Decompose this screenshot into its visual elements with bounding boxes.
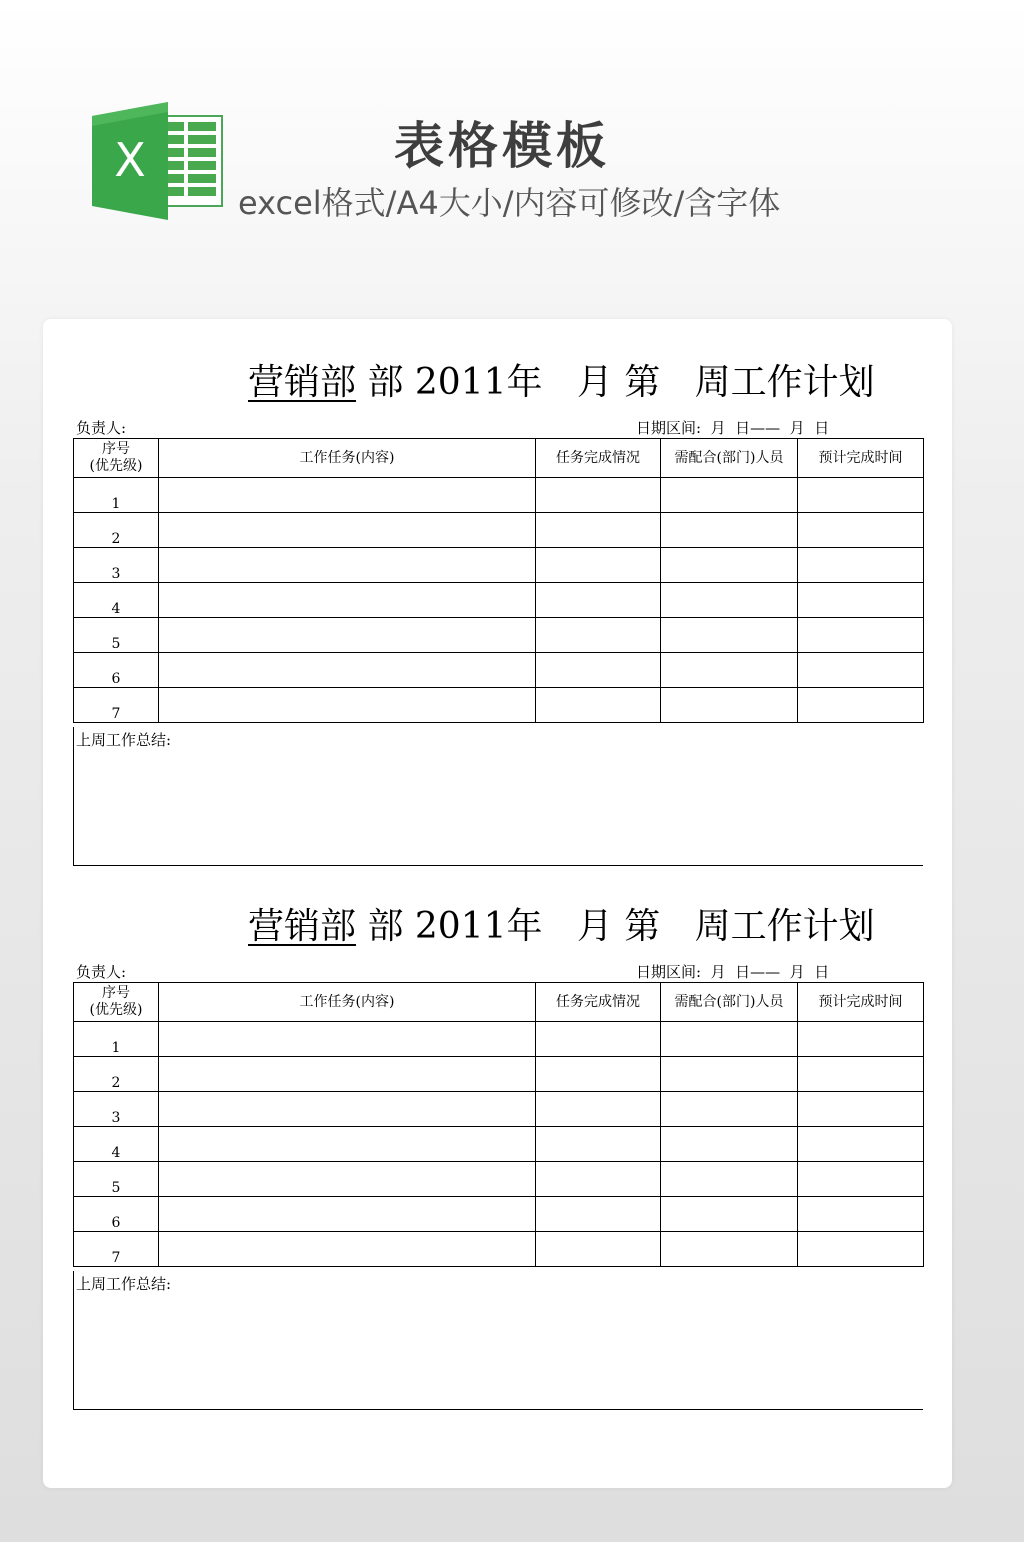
task-cell[interactable] <box>159 548 536 583</box>
coop-cell[interactable] <box>661 1232 798 1267</box>
status-cell[interactable] <box>536 1162 661 1197</box>
status-cell[interactable] <box>536 1057 661 1092</box>
eta-cell[interactable] <box>798 1232 924 1267</box>
task-cell[interactable] <box>159 1092 536 1127</box>
row-number: 5 <box>74 618 159 653</box>
column-header-eta: 预计完成时间 <box>798 439 924 478</box>
eta-cell[interactable] <box>798 513 924 548</box>
eta-cell[interactable] <box>798 688 924 723</box>
coop-cell[interactable] <box>661 653 798 688</box>
weekly-plan-sheet-2 <box>0 864 1024 1394</box>
template-subtitle: excel格式/A4大小/内容可修改/含字体 <box>238 184 781 222</box>
sheet-title <box>248 354 875 405</box>
coop-cell[interactable] <box>661 583 798 618</box>
eta-cell[interactable] <box>798 1127 924 1162</box>
status-cell[interactable] <box>536 1127 661 1162</box>
status-cell[interactable] <box>536 583 661 618</box>
table-header-row <box>74 439 924 478</box>
title-rest: 部 2011年 月 第 周工作计划 <box>356 906 875 947</box>
coop-cell[interactable] <box>661 1092 798 1127</box>
coop-cell[interactable] <box>661 1197 798 1232</box>
coop-cell[interactable] <box>661 618 798 653</box>
row-number: 1 <box>74 1022 159 1057</box>
owner-label: 负责人: <box>76 419 127 437</box>
eta-cell[interactable] <box>798 1057 924 1092</box>
department-name: 营销部 <box>248 362 357 403</box>
status-cell[interactable] <box>536 1232 661 1267</box>
eta-cell[interactable] <box>798 548 924 583</box>
task-cell[interactable] <box>159 1232 536 1267</box>
status-cell[interactable] <box>536 618 661 653</box>
title-rest: 部 2011年 月 第 周工作计划 <box>356 362 875 403</box>
row-number: 6 <box>74 653 159 688</box>
table-row <box>74 618 924 653</box>
task-cell[interactable] <box>159 1127 536 1162</box>
coop-cell[interactable] <box>661 478 798 513</box>
table-row <box>74 513 924 548</box>
task-cell[interactable] <box>159 478 536 513</box>
eta-cell[interactable] <box>798 1197 924 1232</box>
table-row <box>74 688 924 723</box>
date-range-label: 日期区间: 月 日—— 月 日 <box>636 963 830 981</box>
task-table <box>73 438 924 723</box>
row-number: 6 <box>74 1197 159 1232</box>
template-title: 表格模板 <box>394 117 610 175</box>
column-header-seq: 序号 (优先级) <box>74 983 159 1022</box>
column-header-eta: 预计完成时间 <box>798 983 924 1022</box>
table-row <box>74 653 924 688</box>
status-cell[interactable] <box>536 478 661 513</box>
row-number: 2 <box>74 513 159 548</box>
status-cell[interactable] <box>536 1197 661 1232</box>
row-number: 4 <box>74 1127 159 1162</box>
eta-cell[interactable] <box>798 583 924 618</box>
column-header-task: 工作任务(内容) <box>159 439 536 478</box>
column-header-coop: 需配合(部门)人员 <box>661 983 798 1022</box>
row-number: 3 <box>74 548 159 583</box>
eta-cell[interactable] <box>798 1162 924 1197</box>
column-header-status: 任务完成情况 <box>536 983 661 1022</box>
task-cell[interactable] <box>159 618 536 653</box>
status-cell[interactable] <box>536 653 661 688</box>
task-table <box>73 982 924 1267</box>
table-row <box>74 1232 924 1267</box>
column-header-status: 任务完成情况 <box>536 439 661 478</box>
coop-cell[interactable] <box>661 548 798 583</box>
table-row <box>74 1092 924 1127</box>
task-cell[interactable] <box>159 1162 536 1197</box>
column-header-seq: 序号 (优先级) <box>74 439 159 478</box>
coop-cell[interactable] <box>661 1162 798 1197</box>
row-number: 3 <box>74 1092 159 1127</box>
status-cell[interactable] <box>536 513 661 548</box>
task-cell[interactable] <box>159 583 536 618</box>
coop-cell[interactable] <box>661 1022 798 1057</box>
excel-icon <box>90 102 224 220</box>
task-cell[interactable] <box>159 1197 536 1232</box>
row-number: 7 <box>74 1232 159 1267</box>
eta-cell[interactable] <box>798 478 924 513</box>
table-row <box>74 1162 924 1197</box>
date-range-label: 日期区间: 月 日—— 月 日 <box>636 419 830 437</box>
weekly-plan-sheet-1 <box>0 320 1024 850</box>
summary-label: 上周工作总结: <box>76 1275 172 1293</box>
table-row <box>74 1197 924 1232</box>
summary-box[interactable] <box>73 727 923 866</box>
summary-box[interactable] <box>73 1271 923 1410</box>
task-cell[interactable] <box>159 513 536 548</box>
status-cell[interactable] <box>536 548 661 583</box>
coop-cell[interactable] <box>661 513 798 548</box>
owner-label: 负责人: <box>76 963 127 981</box>
row-number: 5 <box>74 1162 159 1197</box>
row-number: 7 <box>74 688 159 723</box>
column-header-task: 工作任务(内容) <box>159 983 536 1022</box>
table-row <box>74 1022 924 1057</box>
status-cell[interactable] <box>536 688 661 723</box>
summary-label: 上周工作总结: <box>76 731 172 749</box>
table-row <box>74 1057 924 1092</box>
coop-cell[interactable] <box>661 1127 798 1162</box>
sheet-title <box>248 898 875 949</box>
table-row <box>74 1127 924 1162</box>
task-cell[interactable] <box>159 688 536 723</box>
table-row <box>74 478 924 513</box>
table-row <box>74 548 924 583</box>
template-header <box>0 0 1024 300</box>
row-number: 1 <box>74 478 159 513</box>
department-name: 营销部 <box>248 906 357 947</box>
eta-cell[interactable] <box>798 1092 924 1127</box>
table-row <box>74 583 924 618</box>
task-cell[interactable] <box>159 1022 536 1057</box>
table-header-row <box>74 983 924 1022</box>
task-cell[interactable] <box>159 1057 536 1092</box>
row-number: 4 <box>74 583 159 618</box>
eta-cell[interactable] <box>798 1022 924 1057</box>
excel-logo-letter: X <box>114 133 146 187</box>
eta-cell[interactable] <box>798 618 924 653</box>
status-cell[interactable] <box>536 1092 661 1127</box>
coop-cell[interactable] <box>661 688 798 723</box>
coop-cell[interactable] <box>661 1057 798 1092</box>
status-cell[interactable] <box>536 1022 661 1057</box>
row-number: 2 <box>74 1057 159 1092</box>
task-cell[interactable] <box>159 653 536 688</box>
eta-cell[interactable] <box>798 653 924 688</box>
column-header-coop: 需配合(部门)人员 <box>661 439 798 478</box>
